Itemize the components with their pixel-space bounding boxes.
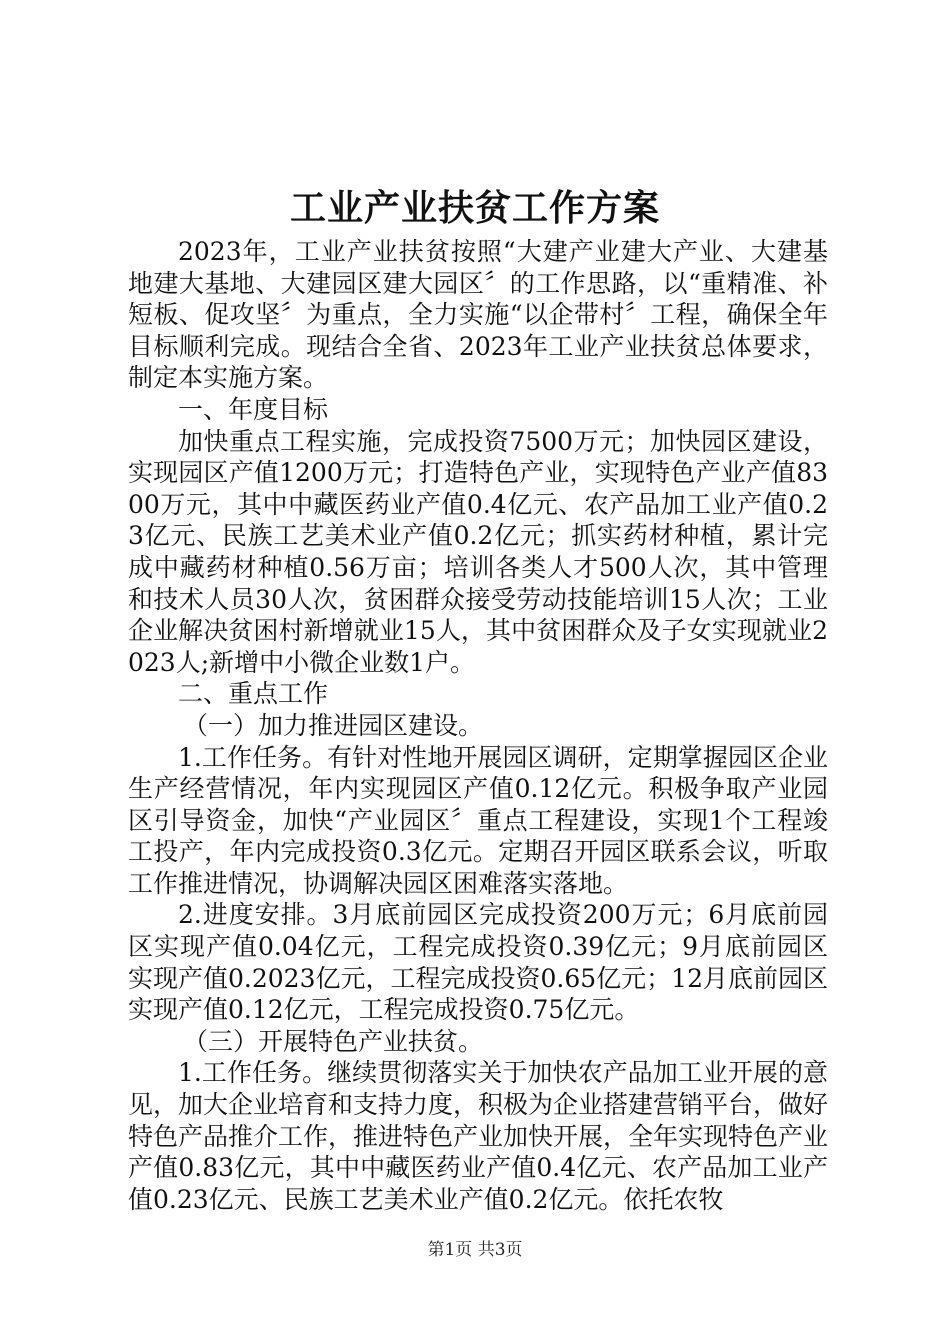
section-heading-key-work: 二、重点工作 bbox=[178, 679, 329, 709]
paragraph-park-schedule: 2.进度安排。3月底前园区完成投资200万元；6月底前园区实现产值0.04亿元，工程完成投资0.39亿元；9月底前园区实现产值0.2023亿元，工程完成投资0.65亿元；12月底前园区实现产值0.12亿元，工程完成投资0.75亿元。 bbox=[128, 900, 828, 1025]
paragraph-park-tasks: 1.工作任务。有针对性地开展园区调研，定期掌握园区企业生产经营情况，年内实现园区产值0.12亿元。积极争取产业园区引导资金，加快“产业园区〞重点工程建设，实现1个工程竣工投产，年内完成投资0.3亿元。定期召开园区联系会议，听取工作推进情况，协调解决园区困难落实落地。 bbox=[128, 742, 828, 898]
page-number-footer: 第1页 共3页 bbox=[427, 1240, 523, 1260]
paragraph-industry-tasks: 1.工作任务。继续贯彻落实关于加快农产品加工业开展的意见，加大企业培育和支持力度，积极为企业搭建营销平台，做好特色产品推介工作，推进特色产业加快开展，全年实现特色产业产值0.83亿元，其中中藏医药业产值0.4亿元、农产品加工业产值0.23亿元、民族工艺美术业产值0.2亿元。依托农牧 bbox=[128, 1058, 829, 1214]
paragraph-annual-goals: 加快重点工程实施，完成投资7500万元；加快园区建设，实现园区产值1200万元；打造特色产业，实现特色产业产值8300万元，其中中藏医药业产值0.4亿元、农产品加工业产值0.23亿元、民族工艺美术业产值0.2亿元；抓实药材种植，累计完成中藏药材种植0.56万亩；培训各类人才500人次，其中管理和技术人员30人次，贫困群众接受劳动技能培训15人次；工业企业解决贫困村新增就业15人，其中贫困群众及子女实现就业2023人;新增中小微企业数1户。 bbox=[128, 426, 828, 677]
paragraph-intro: 2023年，工业产业扶贫按照“大建产业建大产业、大建基地建大基地、大建园区建大园区〞的工作思路，以“重精准、补短板、促攻坚〞为重点，全力实施“以企带村〞工程，确保全年目标顺利完成。现结合全省、2023年工业产业扶贫总体要求，制定本实施方案。 bbox=[128, 237, 828, 393]
section-heading-annual-goals: 一、年度目标 bbox=[178, 394, 329, 424]
subsection-heading-industry: （三）开展特色产业扶贫。 bbox=[183, 1026, 484, 1056]
document-body bbox=[128, 236, 828, 1215]
document-title: 工业产业扶贫工作方案 bbox=[289, 187, 660, 229]
subsection-heading-park: （一）加力推进园区建设。 bbox=[183, 710, 484, 740]
